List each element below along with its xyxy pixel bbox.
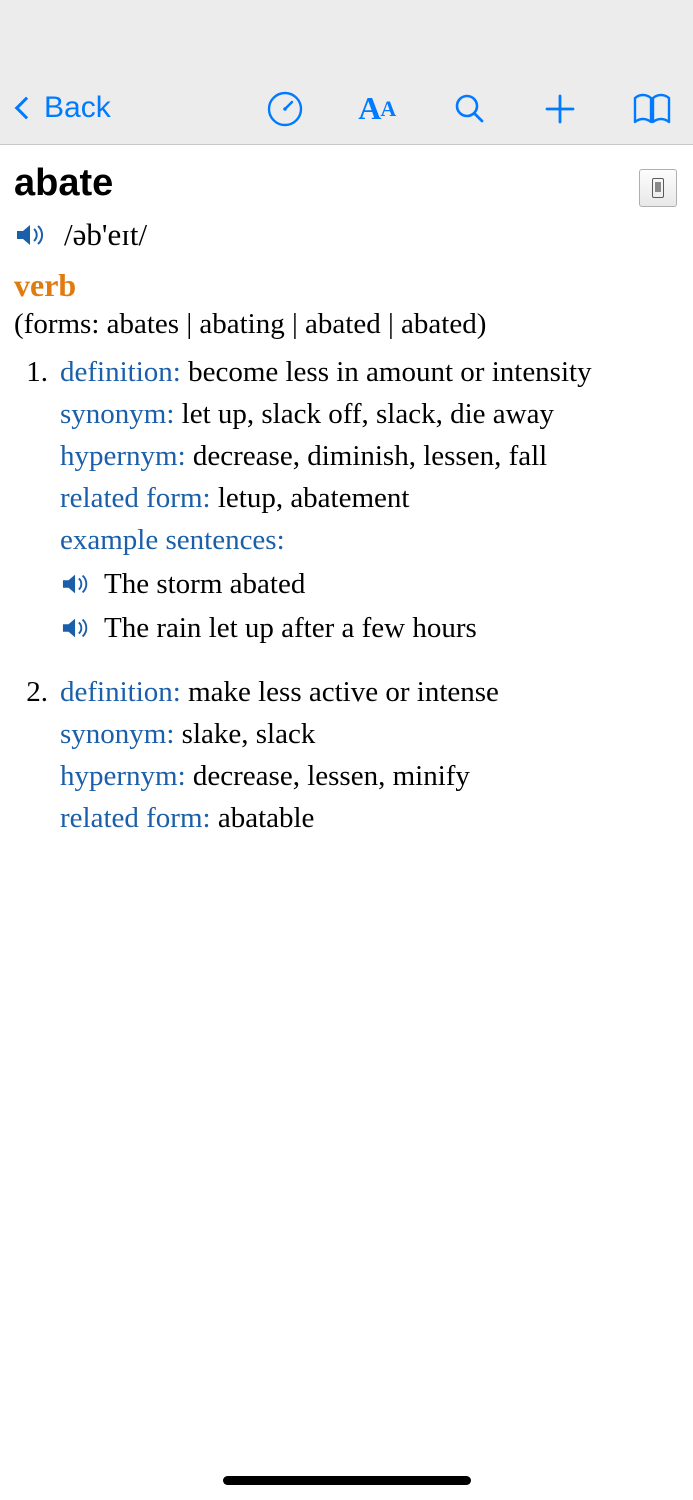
back-button-label: Back	[44, 91, 111, 124]
definition-label: definition:	[60, 356, 181, 388]
definition-text: become less in amount or intensity	[188, 356, 592, 388]
example-sentences-label: example sentences:	[60, 524, 285, 557]
definition-label: definition:	[60, 676, 181, 709]
example-text: The storm abated	[104, 568, 306, 601]
related-form-label: related form:	[60, 802, 211, 835]
speaker-icon-example-2[interactable]	[60, 614, 92, 642]
home-indicator[interactable]	[223, 1476, 471, 1485]
device-glyph	[652, 178, 664, 198]
sense-body	[60, 671, 679, 839]
entry-content	[0, 145, 693, 1460]
list-item	[14, 351, 679, 649]
synonym-line	[60, 393, 679, 435]
back-button[interactable]	[18, 91, 111, 125]
hypernym-text: decrease, diminish, lessen, fall	[192, 440, 548, 473]
pronunciation-text: /əb'eɪt/	[64, 217, 148, 252]
definition-text: make less active or intense	[188, 676, 499, 709]
related-form-text: letup, abatement	[217, 482, 410, 515]
hypernym-text: decrease, lessen, minify	[192, 760, 470, 793]
synonym-line	[60, 713, 679, 755]
speaker-icon-headword[interactable]	[14, 220, 48, 250]
sense-number: 1.	[26, 356, 48, 388]
synonym-text: slake, slack	[181, 718, 316, 751]
example-sentence	[60, 563, 679, 605]
example-sentence	[60, 607, 679, 649]
definition-line	[60, 671, 679, 713]
related-form-label: related form:	[60, 482, 211, 515]
synonym-label: synonym:	[60, 718, 175, 751]
example-text: The rain let up after a few hours	[104, 612, 477, 645]
list-item	[14, 671, 679, 839]
toolbar-icon-group	[262, 72, 675, 145]
sense-number: 2.	[26, 676, 48, 709]
part-of-speech: verb	[14, 267, 77, 303]
home-indicator-area	[0, 1460, 693, 1500]
bookmark-icon[interactable]	[629, 86, 675, 132]
search-icon[interactable]	[446, 86, 492, 132]
speaker-icon-example-1[interactable]	[60, 570, 92, 598]
text-size-big-a: A	[358, 90, 381, 126]
word-forms: (forms: abates | abating | abated | abated)	[14, 308, 487, 340]
chevron-left-icon	[15, 97, 38, 120]
synonym-text: let up, slack off, slack, die away	[181, 398, 554, 431]
status-bar	[0, 0, 693, 72]
sense-list	[14, 351, 679, 840]
hypernym-line	[60, 755, 679, 797]
toolbar	[0, 72, 693, 145]
text-size-small-a: A	[380, 95, 396, 121]
definition-line	[60, 351, 679, 393]
text-size-icon[interactable]	[354, 86, 400, 132]
hypernym-label: hypernym:	[60, 760, 186, 793]
hypernym-line	[60, 435, 679, 477]
speedometer-icon[interactable]	[262, 86, 308, 132]
device-toggle-icon[interactable]	[639, 169, 677, 207]
hypernym-label: hypernym:	[60, 440, 186, 473]
related-form-line	[60, 477, 679, 519]
headword-row	[14, 161, 679, 207]
add-icon[interactable]	[537, 86, 583, 132]
related-form-text: abatable	[217, 802, 315, 835]
sense-body	[60, 351, 679, 649]
pronunciation-row	[14, 217, 679, 253]
synonym-label: synonym:	[60, 398, 175, 431]
related-form-line	[60, 797, 679, 839]
page-title: abate	[14, 162, 114, 204]
